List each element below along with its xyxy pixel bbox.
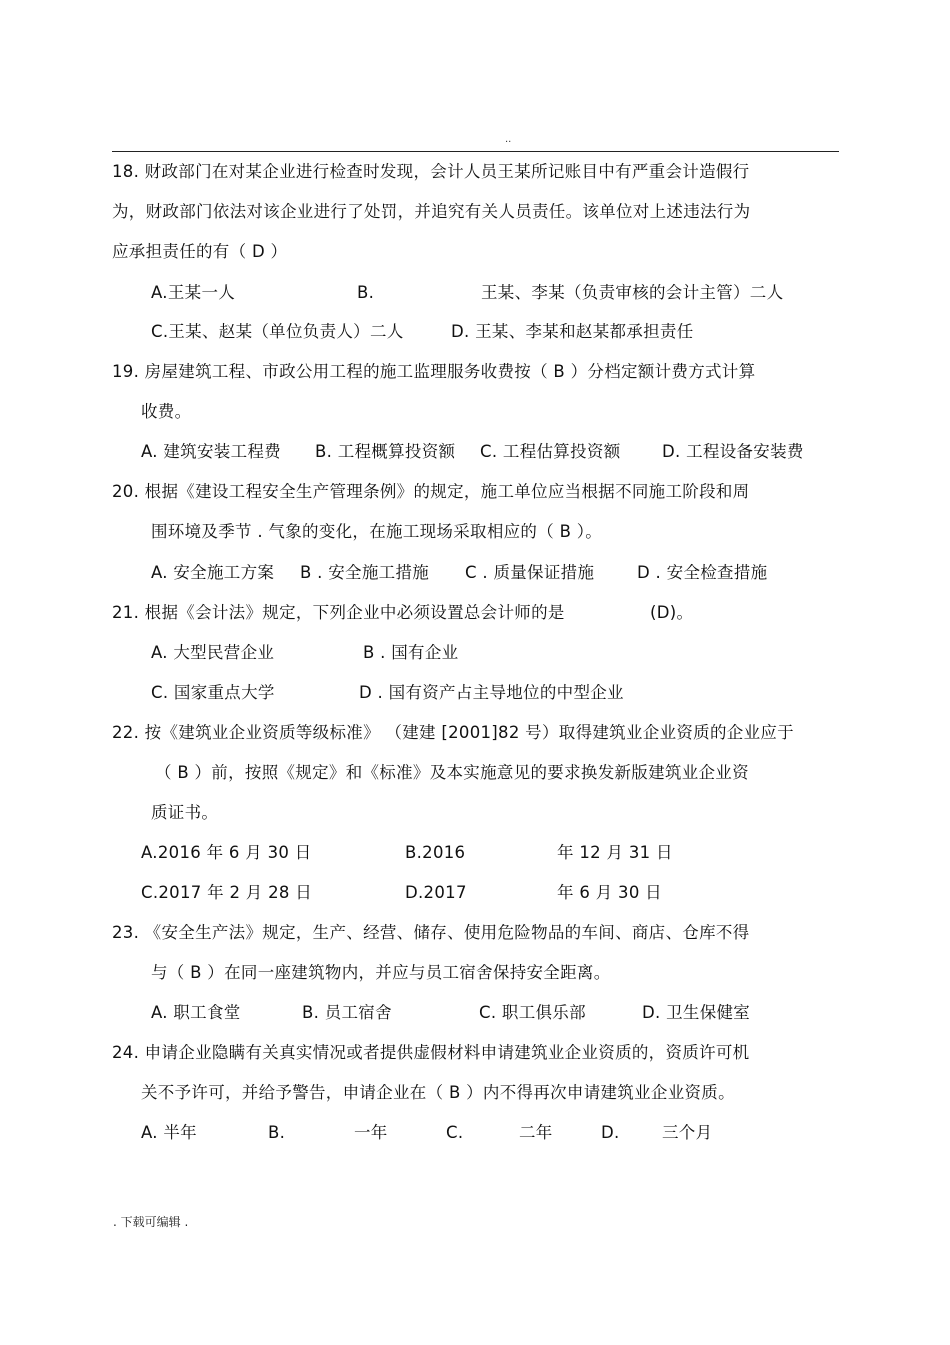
q24-option-c-text: 二年 <box>519 1123 553 1142</box>
q18-option-c: C.王某、赵某（单位负责人）二人 <box>151 322 404 341</box>
q21-option-a: A. 大型民营企业 <box>151 643 275 662</box>
q20-option-a: A. 安全施工方案 <box>151 563 275 582</box>
q24-line2: 关不予许可，并给予警告，申请企业在（ B ）内不得再次申请建筑业企业资质。 <box>141 1083 735 1102</box>
q18-line2: 为，财政部门依法对该企业进行了处罚，并追究有关人员责任。该单位对上述违法行为 <box>112 202 751 221</box>
q18-option-d: D. 王某、李某和赵某都承担责任 <box>451 322 694 341</box>
q22-line3: 质证书。 <box>151 803 219 822</box>
q19-option-d: D. 工程设备安装费 <box>662 442 804 461</box>
q20-option-c: C . 质量保证措施 <box>465 563 595 582</box>
q19-option-b: B. 工程概算投资额 <box>315 442 456 461</box>
q22-line2: （ B ）前，按照《规定》和《标准》及本实施意见的要求换发新版建筑业企业资 <box>155 763 749 782</box>
q20-line1: 20. 根据《建设工程安全生产管理条例》的规定，施工单位应当根据不同施工阶段和周 <box>112 482 750 501</box>
q18-line3: 应承担责任的有（ D ） <box>112 242 288 261</box>
q21-answer: (D)。 <box>650 603 694 622</box>
q22-option-b-text: 年 12 月 31 日 <box>557 843 673 862</box>
header-mark: .. <box>505 134 512 145</box>
q22-option-d-key: D.2017 <box>405 883 467 902</box>
q23-option-c: C. 职工俱乐部 <box>479 1003 586 1022</box>
q23-option-a: A. 职工食堂 <box>151 1003 241 1022</box>
q20-option-b: B . 安全施工措施 <box>300 563 430 582</box>
q24-option-a: A. 半年 <box>141 1123 197 1142</box>
q21-option-c: C. 国家重点大学 <box>151 683 275 702</box>
q20-option-d: D . 安全检查措施 <box>637 563 768 582</box>
q18-option-b-text: 王某、李某（负责审核的会计主管）二人 <box>481 283 784 302</box>
q21-option-b: B . 国有企业 <box>363 643 459 662</box>
q24-option-d-text: 三个月 <box>662 1123 713 1142</box>
q22-line1: 22. 按《建筑业企业资质等级标准》 （建建 [2001]82 号）取得建筑业企业资质的企业应于 <box>112 723 794 742</box>
q23-line2: 与（ B ）在同一座建筑物内，并应与员工宿舍保持安全距离。 <box>151 963 611 982</box>
q19-option-c: C. 工程估算投资额 <box>480 442 621 461</box>
q20-line2: 围环境及季节 . 气象的变化，在施工现场采取相应的（ B ）。 <box>151 522 603 541</box>
footer-text: . 下载可编辑 . <box>113 1215 189 1229</box>
q24-line1: 24. 申请企业隐瞒有关真实情况或者提供虚假材料申请建筑业企业资质的，资质许可机 <box>112 1043 750 1062</box>
q24-option-c-key: C. <box>446 1123 464 1142</box>
q24-option-d-key: D. <box>601 1123 620 1142</box>
q18-line1: 18. 财政部门在对某企业进行检查时发现，会计人员王某所记账目中有严重会计造假行 <box>112 162 750 181</box>
q19-line1: 19. 房屋建筑工程、市政公用工程的施工监理服务收费按（ B ）分档定额计费方式计算 <box>112 362 756 381</box>
q18-option-b-key: B. <box>357 283 375 302</box>
q22-option-a: A.2016 年 6 月 30 日 <box>141 843 312 862</box>
q24-option-b-key: B. <box>268 1123 286 1142</box>
q19-line2: 收费。 <box>141 402 192 421</box>
q18-option-a: A.王某一人 <box>151 283 236 302</box>
q22-option-b-key: B.2016 <box>405 843 466 862</box>
q24-option-b-text: 一年 <box>354 1123 388 1142</box>
q22-option-c: C.2017 年 2 月 28 日 <box>141 883 313 902</box>
header-rule <box>112 151 839 152</box>
q21-line1: 21. 根据《会计法》规定，下列企业中必须设置总会计师的是 <box>112 603 565 622</box>
q19-option-a: A. 建筑安装工程费 <box>141 442 281 461</box>
q23-option-d: D. 卫生保健室 <box>642 1003 751 1022</box>
q23-option-b: B. 员工宿舍 <box>302 1003 392 1022</box>
q21-option-d: D . 国有资产占主导地位的中型企业 <box>359 683 624 702</box>
q23-line1: 23. 《安全生产法》规定，生产、经营、储存、使用危险物品的车间、商店、仓库不得 <box>112 923 750 942</box>
q22-option-d-text: 年 6 月 30 日 <box>557 883 662 902</box>
